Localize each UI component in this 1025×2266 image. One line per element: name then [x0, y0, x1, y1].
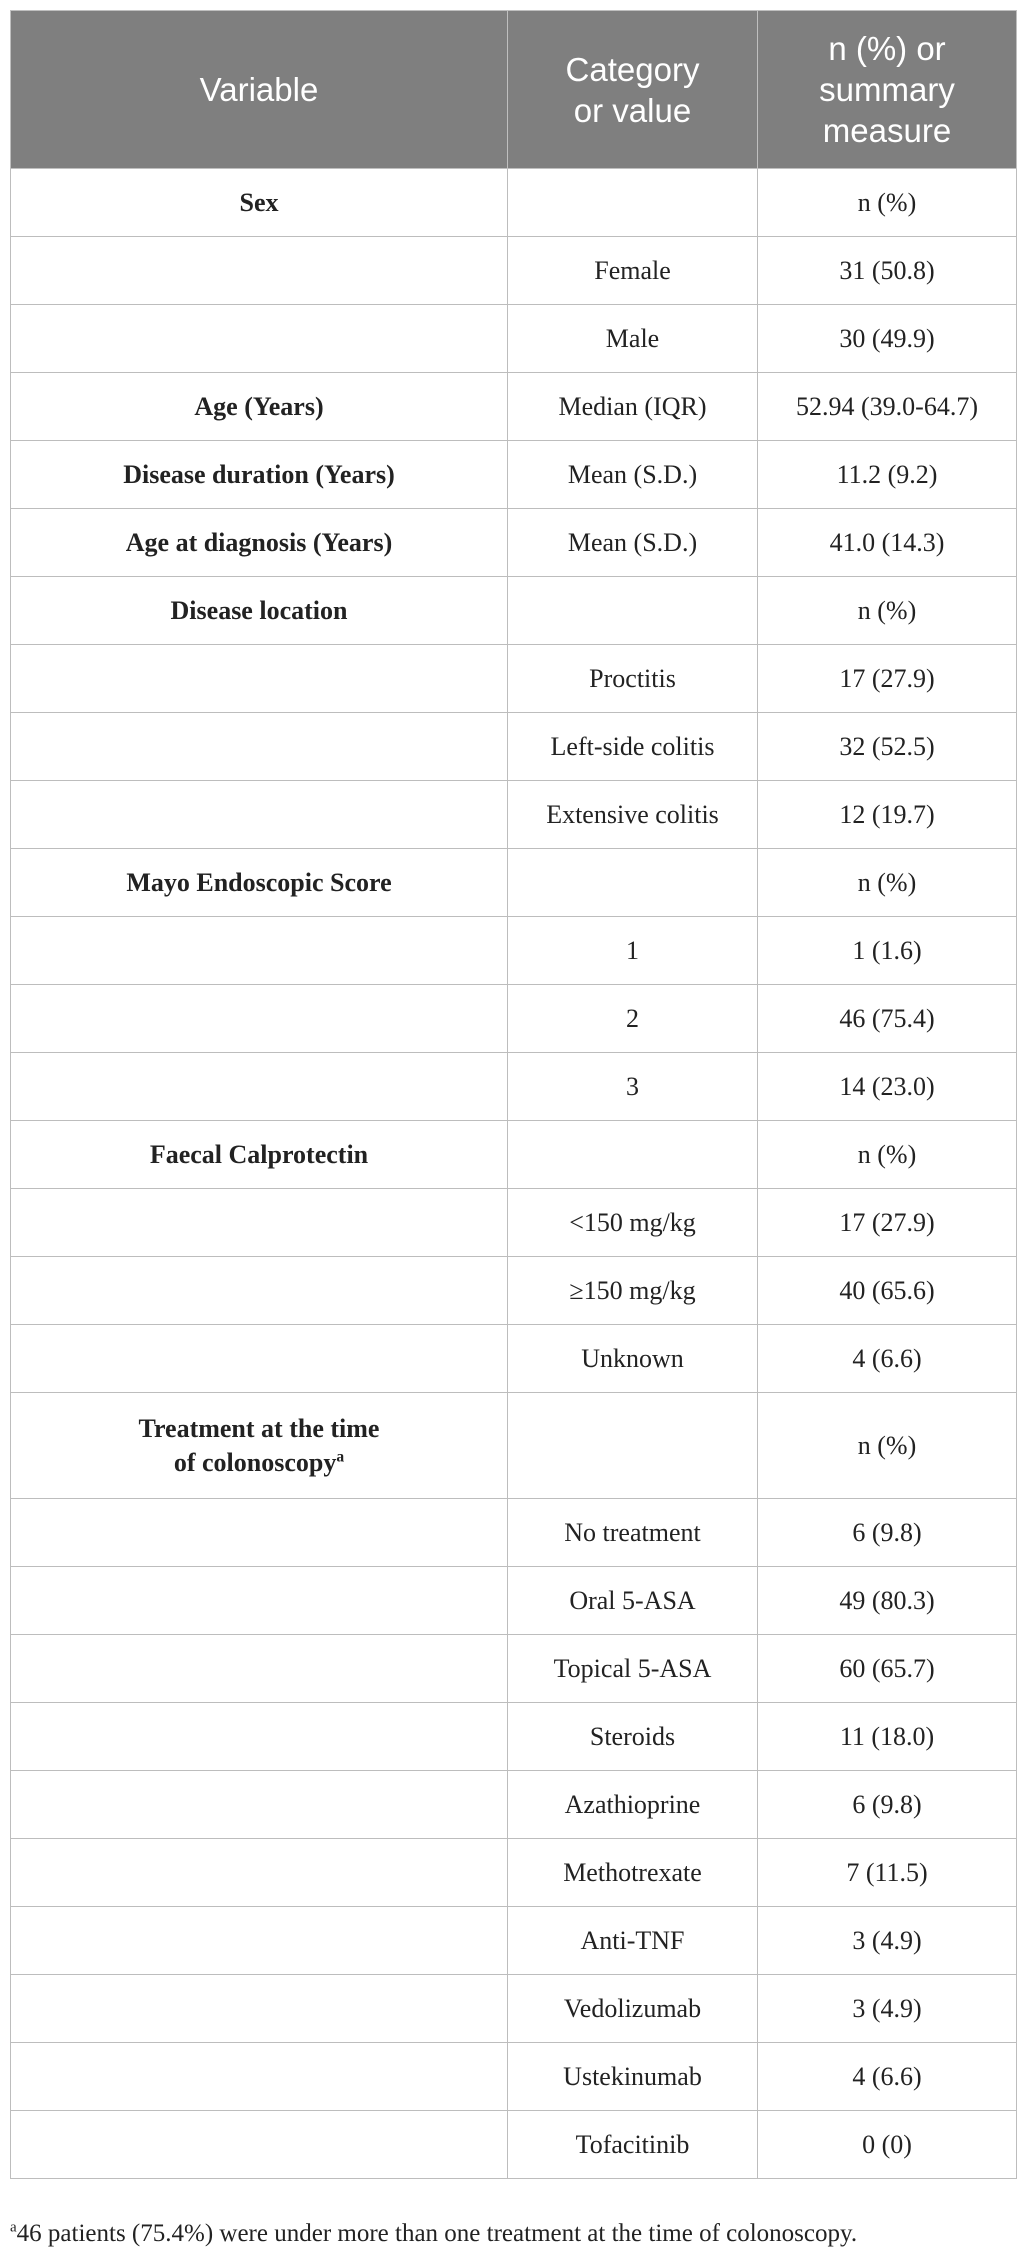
table-row — [11, 645, 1017, 713]
header-value: n (%) or summary measure — [758, 11, 1017, 169]
table-row — [11, 373, 1017, 441]
value-cell: 0 (0) — [758, 2111, 1017, 2179]
footnote-marker: a — [10, 2219, 17, 2236]
category-cell — [508, 1121, 758, 1189]
table-row — [11, 1325, 1017, 1393]
table-row — [11, 2043, 1017, 2111]
variable-cell — [11, 1635, 508, 1703]
variable-cell: Mayo Endoscopic Score — [11, 849, 508, 917]
demographics-table-container — [10, 10, 1016, 2179]
table-row — [11, 1771, 1017, 1839]
variable-cell — [11, 305, 508, 373]
category-cell: Ustekinumab — [508, 2043, 758, 2111]
value-cell: 60 (65.7) — [758, 1635, 1017, 1703]
value-cell: 7 (11.5) — [758, 1839, 1017, 1907]
variable-cell — [11, 1567, 508, 1635]
table-row — [11, 509, 1017, 577]
value-cell: 31 (50.8) — [758, 237, 1017, 305]
value-cell: 17 (27.9) — [758, 1189, 1017, 1257]
variable-cell — [11, 1703, 508, 1771]
value-cell: n (%) — [758, 849, 1017, 917]
value-cell: n (%) — [758, 1121, 1017, 1189]
variable-cell: Age at diagnosis (Years) — [11, 509, 508, 577]
treatment-label-line1: Treatment at the time — [138, 1413, 380, 1443]
table-row — [11, 577, 1017, 645]
table-row — [11, 1635, 1017, 1703]
variable-cell: Age (Years) — [11, 373, 508, 441]
category-cell: Topical 5-ASA — [508, 1635, 758, 1703]
table-row — [11, 781, 1017, 849]
category-cell — [508, 169, 758, 237]
value-cell: 30 (49.9) — [758, 305, 1017, 373]
table-row — [11, 1257, 1017, 1325]
table-row — [11, 1839, 1017, 1907]
variable-cell — [11, 645, 508, 713]
table-row — [11, 1499, 1017, 1567]
value-cell: 11.2 (9.2) — [758, 441, 1017, 509]
value-cell: 3 (4.9) — [758, 1975, 1017, 2043]
table-row — [11, 237, 1017, 305]
table-body — [11, 169, 1017, 2179]
variable-cell: Disease location — [11, 577, 508, 645]
category-cell — [508, 1393, 758, 1499]
table-row — [11, 441, 1017, 509]
table-row — [11, 1567, 1017, 1635]
category-cell: No treatment — [508, 1499, 758, 1567]
variable-cell — [11, 1053, 508, 1121]
value-cell: 4 (6.6) — [758, 2043, 1017, 2111]
variable-cell — [11, 985, 508, 1053]
variable-cell — [11, 1189, 508, 1257]
variable-cell — [11, 781, 508, 849]
table-row — [11, 1975, 1017, 2043]
value-cell: n (%) — [758, 169, 1017, 237]
category-cell — [508, 577, 758, 645]
value-cell: 14 (23.0) — [758, 1053, 1017, 1121]
variable-cell — [11, 237, 508, 305]
header-category: Category or value — [508, 11, 758, 169]
category-cell: ≥150 mg/kg — [508, 1257, 758, 1325]
variable-cell — [11, 1975, 508, 2043]
table-row — [11, 713, 1017, 781]
value-cell: n (%) — [758, 1393, 1017, 1499]
variable-cell — [11, 1257, 508, 1325]
variable-cell — [11, 1499, 508, 1567]
table-row — [11, 169, 1017, 237]
value-cell: 1 (1.6) — [758, 917, 1017, 985]
variable-cell — [11, 1325, 508, 1393]
treatment-footnote-marker: a — [336, 1447, 345, 1465]
variable-cell — [11, 1771, 508, 1839]
category-cell: Azathioprine — [508, 1771, 758, 1839]
variable-cell — [11, 713, 508, 781]
treatment-label-line2: of colonoscopy — [173, 1447, 337, 1477]
value-cell: 17 (27.9) — [758, 645, 1017, 713]
demographics-table — [10, 10, 1017, 2179]
table-row — [11, 305, 1017, 373]
variable-cell: Sex — [11, 169, 508, 237]
variable-cell: Faecal Calprotectin — [11, 1121, 508, 1189]
category-cell: 3 — [508, 1053, 758, 1121]
value-cell: 4 (6.6) — [758, 1325, 1017, 1393]
category-cell: Methotrexate — [508, 1839, 758, 1907]
variable-cell — [11, 1907, 508, 1975]
table-row — [11, 1703, 1017, 1771]
variable-cell — [11, 2043, 508, 2111]
value-cell: 6 (9.8) — [758, 1499, 1017, 1567]
table-row — [11, 985, 1017, 1053]
category-cell: Tofacitinib — [508, 2111, 758, 2179]
value-cell: 41.0 (14.3) — [758, 509, 1017, 577]
header-row — [11, 11, 1017, 169]
table-row — [11, 2111, 1017, 2179]
value-cell: 3 (4.9) — [758, 1907, 1017, 1975]
category-cell: Vedolizumab — [508, 1975, 758, 2043]
value-cell: 52.94 (39.0-64.7) — [758, 373, 1017, 441]
category-cell: Unknown — [508, 1325, 758, 1393]
value-cell: 12 (19.7) — [758, 781, 1017, 849]
table-row-treatment — [11, 1393, 1017, 1499]
header-variable: Variable — [11, 11, 508, 169]
table-row — [11, 1189, 1017, 1257]
category-cell: Anti-TNF — [508, 1907, 758, 1975]
value-cell: 49 (80.3) — [758, 1567, 1017, 1635]
variable-cell — [11, 1839, 508, 1907]
category-cell: 2 — [508, 985, 758, 1053]
category-cell — [508, 849, 758, 917]
footnote-text: 46 patients (75.4%) were under more than one treatment at the time of colonoscopy. — [16, 2220, 858, 2247]
category-cell: Mean (S.D.) — [508, 441, 758, 509]
value-cell: 40 (65.6) — [758, 1257, 1017, 1325]
category-cell: Proctitis — [508, 645, 758, 713]
variable-cell: Disease duration (Years) — [11, 441, 508, 509]
category-cell: Female — [508, 237, 758, 305]
table-row — [11, 1121, 1017, 1189]
category-cell: <150 mg/kg — [508, 1189, 758, 1257]
table-row — [11, 1907, 1017, 1975]
value-cell: 11 (18.0) — [758, 1703, 1017, 1771]
value-cell: 46 (75.4) — [758, 985, 1017, 1053]
variable-cell — [11, 917, 508, 985]
table-header — [11, 11, 1017, 169]
value-cell: 32 (52.5) — [758, 713, 1017, 781]
table-row — [11, 849, 1017, 917]
category-cell: Male — [508, 305, 758, 373]
variable-cell — [11, 1393, 508, 1499]
category-cell: Steroids — [508, 1703, 758, 1771]
table-row — [11, 1053, 1017, 1121]
table-footnote — [10, 2218, 857, 2250]
category-cell: Mean (S.D.) — [508, 509, 758, 577]
table-row — [11, 917, 1017, 985]
category-cell: Median (IQR) — [508, 373, 758, 441]
category-cell: Left-side colitis — [508, 713, 758, 781]
category-cell: 1 — [508, 917, 758, 985]
category-cell: Extensive colitis — [508, 781, 758, 849]
value-cell: 6 (9.8) — [758, 1771, 1017, 1839]
variable-cell — [11, 2111, 508, 2179]
category-cell: Oral 5-ASA — [508, 1567, 758, 1635]
value-cell: n (%) — [758, 577, 1017, 645]
